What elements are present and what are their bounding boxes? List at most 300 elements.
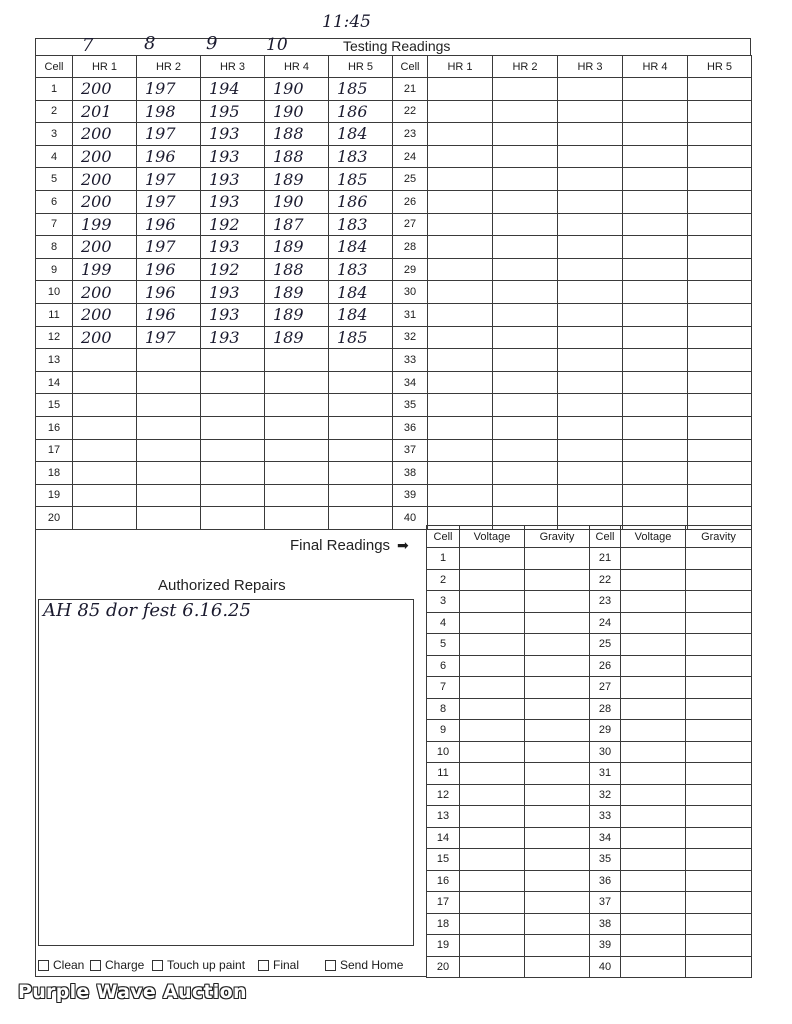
gravity-value[interactable] (525, 913, 590, 935)
reading-value[interactable] (73, 439, 137, 462)
reading-value[interactable] (428, 190, 493, 213)
reading-value[interactable]: 193 (201, 303, 265, 326)
reading-value[interactable] (265, 484, 329, 507)
reading-value[interactable] (558, 123, 623, 146)
voltage-value[interactable] (621, 634, 686, 656)
reading-value[interactable] (623, 484, 688, 507)
cell-number: 1 (36, 78, 73, 101)
reading-value[interactable]: 190 (265, 190, 329, 213)
reading-value[interactable]: 184 (329, 123, 393, 146)
reading-value[interactable] (428, 371, 493, 394)
gravity-value[interactable] (686, 784, 752, 806)
reading-value[interactable]: 183 (329, 145, 393, 168)
gravity-value[interactable] (525, 849, 590, 871)
gravity-value[interactable] (525, 956, 590, 978)
voltage-value[interactable] (621, 784, 686, 806)
gravity-value[interactable] (525, 548, 590, 570)
reading-value[interactable] (428, 168, 493, 191)
reading-value[interactable] (558, 303, 623, 326)
reading-value[interactable] (623, 416, 688, 439)
reading-value[interactable] (137, 439, 201, 462)
reading-value[interactable]: 186 (329, 190, 393, 213)
reading-value[interactable]: 193 (201, 281, 265, 304)
reading-value[interactable]: 188 (265, 258, 329, 281)
table-row (427, 612, 752, 634)
cell-number: 10 (36, 281, 73, 304)
reading-value[interactable]: 185 (329, 326, 393, 349)
reading-value[interactable] (558, 281, 623, 304)
reading-value[interactable]: 197 (137, 190, 201, 213)
reading-value[interactable]: 192 (201, 213, 265, 236)
reading-value[interactable] (428, 303, 493, 326)
reading-value[interactable] (558, 145, 623, 168)
voltage-value[interactable] (460, 913, 525, 935)
reading-value[interactable] (688, 326, 752, 349)
voltage-value[interactable] (460, 892, 525, 914)
reading-value[interactable] (623, 326, 688, 349)
voltage-value[interactable] (460, 827, 525, 849)
reading-value[interactable] (428, 349, 493, 372)
reading-value[interactable] (493, 439, 558, 462)
table-row (36, 100, 752, 123)
reading-value[interactable]: 197 (137, 168, 201, 191)
reading-value[interactable] (329, 439, 393, 462)
gravity-value[interactable] (525, 827, 590, 849)
reading-value[interactable]: 189 (265, 281, 329, 304)
reading-value[interactable] (329, 462, 393, 485)
reading-value[interactable] (329, 349, 393, 372)
reading-value[interactable] (558, 100, 623, 123)
reading-value[interactable] (558, 416, 623, 439)
reading-value[interactable] (493, 462, 558, 485)
gravity-value[interactable] (686, 720, 752, 742)
reading-value[interactable]: 185 (329, 78, 393, 101)
reading-value[interactable]: 195 (201, 100, 265, 123)
checkbox-square-icon[interactable] (258, 960, 269, 971)
reading-value[interactable] (265, 416, 329, 439)
reading-value[interactable] (558, 190, 623, 213)
reading-value[interactable]: 188 (265, 145, 329, 168)
reading-value[interactable]: 197 (137, 123, 201, 146)
reading-value[interactable] (329, 371, 393, 394)
reading-value[interactable]: 192 (201, 258, 265, 281)
reading-value[interactable] (428, 394, 493, 417)
gravity-value[interactable] (525, 569, 590, 591)
reading-value[interactable] (623, 303, 688, 326)
voltage-value[interactable] (621, 569, 686, 591)
reading-value[interactable] (623, 100, 688, 123)
reading-value[interactable]: 190 (265, 78, 329, 101)
reading-value[interactable] (493, 349, 558, 372)
reading-value[interactable] (623, 258, 688, 281)
reading-value[interactable]: 200 (73, 326, 137, 349)
voltage-value[interactable] (460, 935, 525, 957)
reading-value[interactable] (558, 326, 623, 349)
reading-value[interactable] (137, 507, 201, 530)
cell-number: 35 (393, 394, 428, 417)
reading-value[interactable] (493, 371, 558, 394)
gravity-value[interactable] (686, 763, 752, 785)
checkbox-touch-up-paint[interactable] (152, 958, 245, 972)
reading-value[interactable]: 189 (265, 303, 329, 326)
reading-value[interactable]: 197 (137, 236, 201, 259)
reading-value[interactable] (265, 371, 329, 394)
reading-value[interactable]: 197 (137, 326, 201, 349)
table-row (36, 236, 752, 259)
reading-value[interactable] (137, 394, 201, 417)
reading-value[interactable] (329, 416, 393, 439)
reading-value[interactable] (558, 236, 623, 259)
reading-value[interactable] (493, 281, 558, 304)
voltage-value[interactable] (621, 849, 686, 871)
reading-value[interactable] (688, 190, 752, 213)
reading-value[interactable]: 183 (329, 213, 393, 236)
gravity-value[interactable] (525, 741, 590, 763)
reading-value[interactable] (201, 484, 265, 507)
gravity-value[interactable] (525, 655, 590, 677)
checkbox-square-icon[interactable] (90, 960, 101, 971)
reading-value[interactable]: 193 (201, 168, 265, 191)
reading-value[interactable] (265, 349, 329, 372)
reading-value[interactable] (623, 190, 688, 213)
reading-value[interactable] (688, 78, 752, 101)
reading-value[interactable] (428, 123, 493, 146)
reading-value[interactable] (265, 507, 329, 530)
voltage-value[interactable] (621, 806, 686, 828)
reading-value[interactable] (428, 100, 493, 123)
reading-value[interactable] (688, 462, 752, 485)
reading-value[interactable] (558, 394, 623, 417)
reading-value[interactable] (428, 462, 493, 485)
voltage-value[interactable] (460, 956, 525, 978)
voltage-value[interactable] (460, 591, 525, 613)
reading-value[interactable] (558, 484, 623, 507)
reading-value[interactable]: 199 (73, 258, 137, 281)
reading-value[interactable]: 196 (137, 213, 201, 236)
reading-value[interactable]: 190 (265, 100, 329, 123)
reading-value[interactable]: 201 (73, 100, 137, 123)
reading-value[interactable] (428, 145, 493, 168)
reading-value[interactable] (493, 258, 558, 281)
reading-value[interactable] (688, 123, 752, 146)
voltage-value[interactable] (460, 741, 525, 763)
reading-value[interactable]: 196 (137, 145, 201, 168)
reading-value[interactable]: 188 (265, 123, 329, 146)
reading-value[interactable] (558, 168, 623, 191)
gravity-value[interactable] (686, 655, 752, 677)
voltage-value[interactable] (621, 956, 686, 978)
reading-value[interactable]: 193 (201, 145, 265, 168)
gravity-value[interactable] (525, 806, 590, 828)
reading-value[interactable] (623, 281, 688, 304)
voltage-value[interactable] (460, 849, 525, 871)
reading-value[interactable] (73, 416, 137, 439)
reading-value[interactable] (137, 484, 201, 507)
reading-value[interactable] (558, 349, 623, 372)
voltage-value[interactable] (460, 612, 525, 634)
voltage-value[interactable] (621, 827, 686, 849)
reading-value[interactable] (137, 462, 201, 485)
gravity-value[interactable] (525, 892, 590, 914)
reading-value[interactable] (201, 371, 265, 394)
reading-value[interactable] (428, 484, 493, 507)
voltage-value[interactable] (621, 935, 686, 957)
gravity-value[interactable] (686, 870, 752, 892)
reading-value[interactable] (428, 416, 493, 439)
reading-value[interactable]: 193 (201, 236, 265, 259)
reading-value[interactable] (265, 394, 329, 417)
gravity-value[interactable] (686, 956, 752, 978)
reading-value[interactable] (558, 371, 623, 394)
reading-value[interactable] (688, 484, 752, 507)
reading-value[interactable] (493, 168, 558, 191)
reading-value[interactable] (493, 484, 558, 507)
table-row (36, 145, 752, 168)
reading-value[interactable] (623, 236, 688, 259)
reading-value[interactable]: 184 (329, 281, 393, 304)
authorized-repairs-box[interactable] (38, 599, 414, 946)
reading-value[interactable] (688, 394, 752, 417)
reading-value[interactable] (137, 371, 201, 394)
reading-value[interactable]: 193 (201, 326, 265, 349)
voltage-value[interactable] (621, 892, 686, 914)
reading-value[interactable]: 193 (201, 190, 265, 213)
reading-value[interactable] (73, 462, 137, 485)
reading-value[interactable] (493, 145, 558, 168)
gravity-value[interactable] (525, 935, 590, 957)
reading-value[interactable] (73, 394, 137, 417)
gravity-value[interactable] (686, 741, 752, 763)
reading-value[interactable]: 184 (329, 303, 393, 326)
voltage-value[interactable] (460, 569, 525, 591)
reading-value[interactable] (73, 507, 137, 530)
voltage-value[interactable] (621, 591, 686, 613)
reading-value[interactable]: 198 (137, 100, 201, 123)
reading-value[interactable] (493, 394, 558, 417)
reading-value[interactable] (493, 190, 558, 213)
gravity-value[interactable] (686, 591, 752, 613)
reading-value[interactable] (493, 326, 558, 349)
reading-value[interactable]: 186 (329, 100, 393, 123)
gravity-value[interactable] (525, 612, 590, 634)
reading-value[interactable] (201, 349, 265, 372)
voltage-value[interactable] (621, 698, 686, 720)
reading-value[interactable] (558, 258, 623, 281)
reading-value[interactable] (428, 78, 493, 101)
reading-value[interactable]: 196 (137, 281, 201, 304)
reading-value[interactable]: 200 (73, 281, 137, 304)
gravity-value[interactable] (686, 698, 752, 720)
reading-value[interactable]: 200 (73, 303, 137, 326)
checkbox-final[interactable] (258, 958, 299, 972)
reading-value[interactable] (558, 439, 623, 462)
reading-value[interactable] (493, 78, 558, 101)
voltage-value[interactable] (460, 698, 525, 720)
reading-value[interactable]: 185 (329, 168, 393, 191)
gravity-value[interactable] (525, 698, 590, 720)
reading-value[interactable] (688, 349, 752, 372)
reading-value[interactable] (493, 303, 558, 326)
reading-value[interactable]: 199 (73, 213, 137, 236)
checkbox-send-home[interactable] (325, 958, 403, 972)
reading-value[interactable]: 189 (265, 168, 329, 191)
voltage-value[interactable] (460, 677, 525, 699)
reading-value[interactable] (558, 78, 623, 101)
reading-value[interactable] (688, 100, 752, 123)
reading-value[interactable] (688, 416, 752, 439)
reading-value[interactable] (688, 236, 752, 259)
reading-value[interactable] (428, 326, 493, 349)
reading-value[interactable] (688, 439, 752, 462)
reading-value[interactable] (558, 213, 623, 236)
reading-value[interactable] (329, 507, 393, 530)
reading-value[interactable] (73, 484, 137, 507)
reading-value[interactable] (623, 78, 688, 101)
cell-number: 25 (590, 634, 621, 656)
gravity-value[interactable] (686, 827, 752, 849)
table-row (427, 956, 752, 978)
gravity-value[interactable] (686, 612, 752, 634)
gravity-value[interactable] (686, 935, 752, 957)
reading-value[interactable] (329, 484, 393, 507)
gravity-value[interactable] (525, 677, 590, 699)
reading-value[interactable] (428, 439, 493, 462)
reading-value[interactable] (265, 439, 329, 462)
reading-value[interactable]: 200 (73, 168, 137, 191)
gravity-value[interactable] (686, 548, 752, 570)
reading-value[interactable] (201, 507, 265, 530)
gravity-value[interactable] (525, 870, 590, 892)
reading-value[interactable] (428, 236, 493, 259)
reading-value[interactable] (623, 349, 688, 372)
reading-value[interactable] (493, 123, 558, 146)
reading-value[interactable] (329, 394, 393, 417)
checkbox-square-icon[interactable] (325, 960, 336, 971)
reading-value[interactable] (623, 213, 688, 236)
voltage-value[interactable] (460, 763, 525, 785)
reading-value[interactable]: 189 (265, 236, 329, 259)
checkbox-label: Send Home (340, 958, 404, 972)
checkbox-square-icon[interactable] (38, 960, 49, 971)
voltage-value[interactable] (460, 720, 525, 742)
checkbox-square-icon[interactable] (152, 960, 163, 971)
reading-value[interactable] (73, 349, 137, 372)
voltage-value[interactable] (621, 720, 686, 742)
reading-value[interactable] (688, 258, 752, 281)
reading-value[interactable]: 196 (137, 303, 201, 326)
voltage-value[interactable] (621, 655, 686, 677)
reading-value[interactable]: 183 (329, 258, 393, 281)
reading-value[interactable]: 200 (73, 236, 137, 259)
reading-value[interactable] (623, 123, 688, 146)
reading-value[interactable]: 200 (73, 123, 137, 146)
voltage-value[interactable] (460, 784, 525, 806)
checkbox-clean[interactable] (38, 958, 84, 972)
voltage-value[interactable] (460, 806, 525, 828)
gravity-value[interactable] (686, 634, 752, 656)
gravity-value[interactable] (525, 763, 590, 785)
gravity-value[interactable] (525, 784, 590, 806)
gravity-value[interactable] (525, 634, 590, 656)
reading-value[interactable] (623, 439, 688, 462)
reading-value[interactable]: 184 (329, 236, 393, 259)
reading-value[interactable] (137, 416, 201, 439)
reading-value[interactable] (493, 236, 558, 259)
reading-value[interactable] (265, 462, 329, 485)
reading-value[interactable] (623, 462, 688, 485)
reading-value[interactable] (201, 439, 265, 462)
reading-value[interactable] (688, 213, 752, 236)
voltage-value[interactable] (621, 612, 686, 634)
reading-value[interactable] (201, 394, 265, 417)
reading-value[interactable] (688, 145, 752, 168)
gravity-value[interactable] (686, 892, 752, 914)
reading-value[interactable]: 196 (137, 258, 201, 281)
reading-value[interactable]: 200 (73, 78, 137, 101)
table-row (427, 677, 752, 699)
voltage-value[interactable] (621, 870, 686, 892)
voltage-value[interactable] (621, 548, 686, 570)
reading-value[interactable] (493, 100, 558, 123)
reading-value[interactable]: 189 (265, 326, 329, 349)
gravity-value[interactable] (686, 569, 752, 591)
reading-value[interactable]: 194 (201, 78, 265, 101)
gravity-value[interactable] (525, 720, 590, 742)
voltage-value[interactable] (621, 763, 686, 785)
gravity-value[interactable] (686, 913, 752, 935)
voltage-value[interactable] (460, 870, 525, 892)
reading-value[interactable] (623, 394, 688, 417)
reading-value[interactable] (688, 303, 752, 326)
gravity-value[interactable] (686, 806, 752, 828)
reading-value[interactable]: 193 (201, 123, 265, 146)
reading-value[interactable] (137, 349, 201, 372)
voltage-value[interactable] (621, 913, 686, 935)
voltage-value[interactable] (460, 655, 525, 677)
reading-value[interactable]: 200 (73, 145, 137, 168)
reading-value[interactable]: 187 (265, 213, 329, 236)
checkbox-charge[interactable] (90, 958, 144, 972)
voltage-value[interactable] (621, 677, 686, 699)
reading-value[interactable] (623, 371, 688, 394)
gravity-value[interactable] (525, 591, 590, 613)
reading-value[interactable] (558, 462, 623, 485)
cell-number: 6 (36, 190, 73, 213)
gravity-value[interactable] (686, 677, 752, 699)
reading-value[interactable] (623, 145, 688, 168)
reading-value[interactable] (201, 462, 265, 485)
reading-value[interactable] (428, 281, 493, 304)
reading-value[interactable] (428, 258, 493, 281)
arrow-right-icon: ➡ (397, 537, 409, 553)
reading-value[interactable]: 197 (137, 78, 201, 101)
reading-value[interactable] (493, 416, 558, 439)
voltage-value[interactable] (621, 741, 686, 763)
reading-value[interactable] (73, 371, 137, 394)
reading-value[interactable]: 200 (73, 190, 137, 213)
reading-value[interactable] (201, 416, 265, 439)
reading-value[interactable] (688, 168, 752, 191)
gravity-value[interactable] (686, 849, 752, 871)
reading-value[interactable] (428, 213, 493, 236)
voltage-value[interactable] (460, 634, 525, 656)
table-row (427, 548, 752, 570)
voltage-value[interactable] (460, 548, 525, 570)
reading-value[interactable] (623, 168, 688, 191)
reading-value[interactable] (688, 371, 752, 394)
reading-value[interactable] (688, 281, 752, 304)
reading-value[interactable] (493, 213, 558, 236)
